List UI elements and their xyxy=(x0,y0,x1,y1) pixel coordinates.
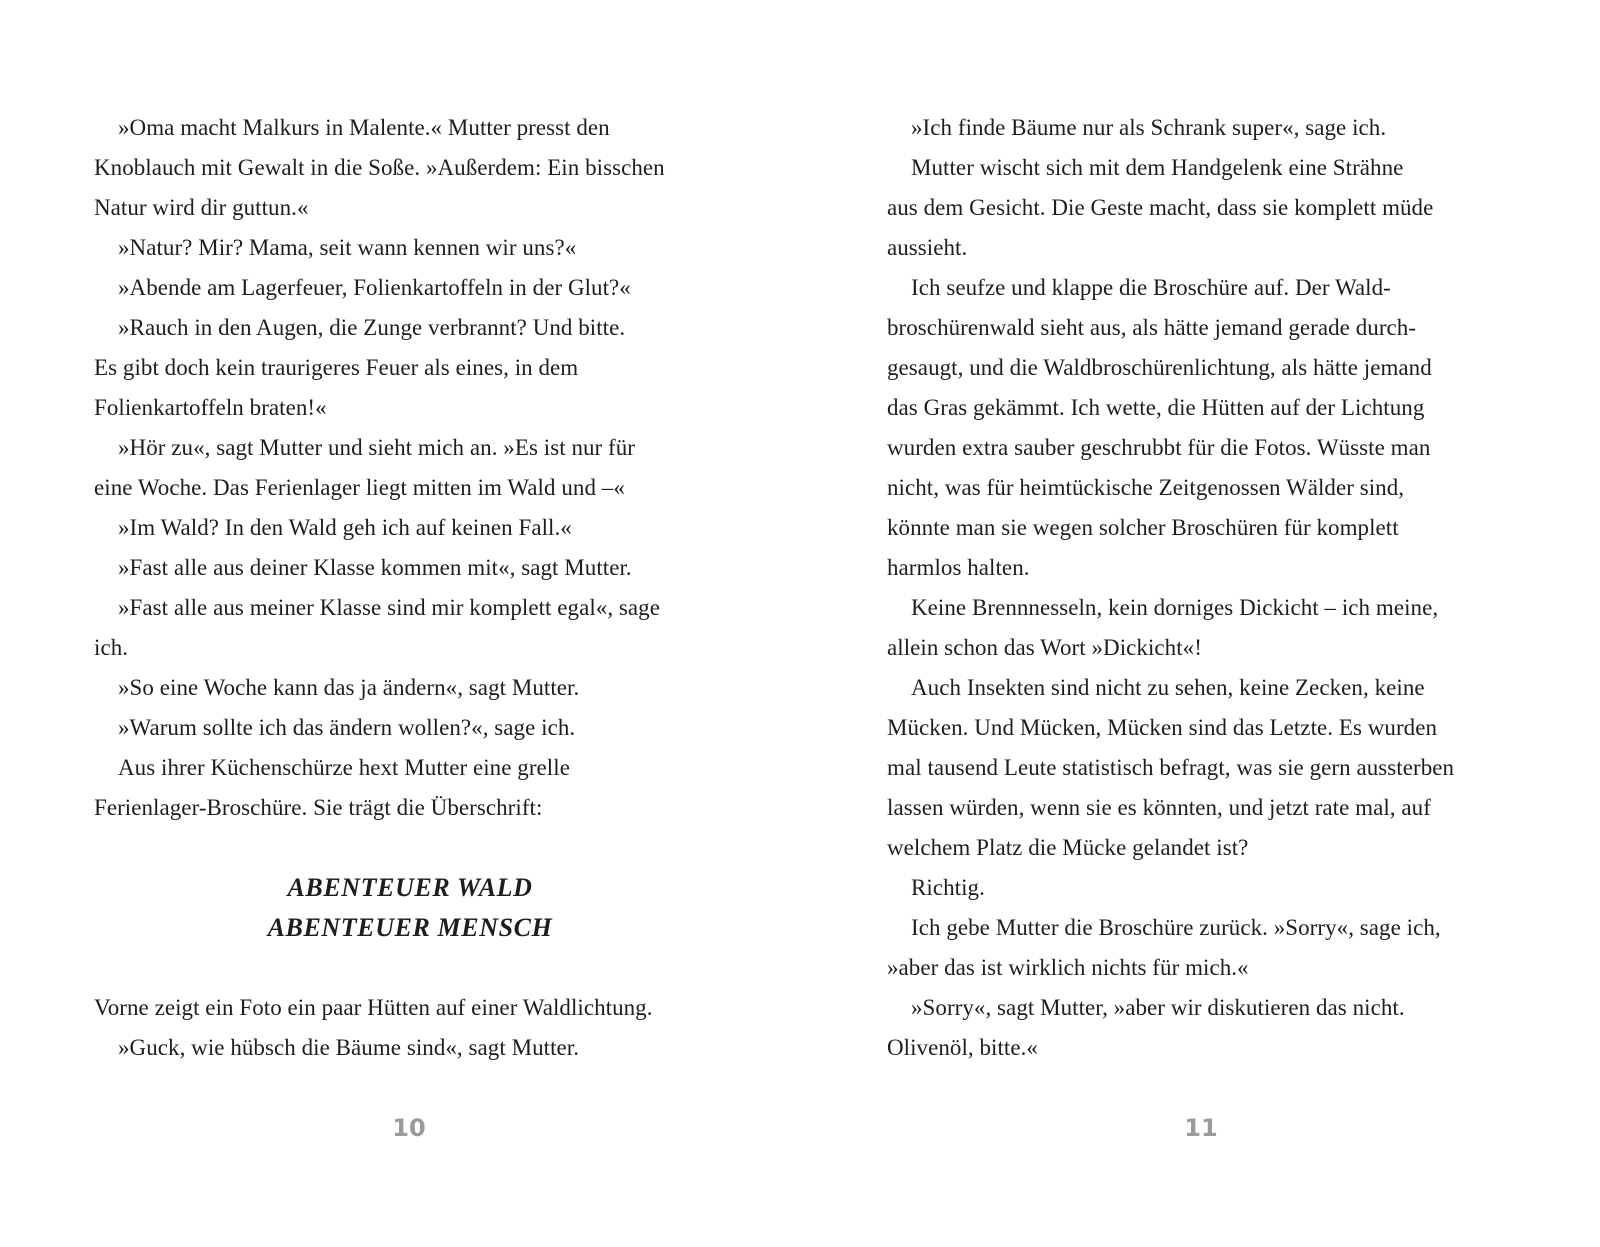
right-page-text xyxy=(887,108,1527,1068)
heading-line: ABENTEUER MENSCH xyxy=(267,913,553,942)
text-line: Keine Brennnesseln, kein dorniges Dickicht – ich meine, xyxy=(911,595,1439,620)
text-line: gesaugt, und die Waldbroschürenlichtung, als hätte jemand xyxy=(887,355,1432,380)
text-line: Es gibt doch kein traurigeres Feuer als eines, in dem xyxy=(94,355,579,380)
text-line: wurden extra sauber geschrubbt für die Fotos. Wüsste man xyxy=(887,435,1431,460)
right-page xyxy=(887,108,1527,1068)
text-line: Auch Insekten sind nicht zu sehen, keine Zecken, keine xyxy=(911,675,1425,700)
text-line: »Fast alle aus meiner Klasse sind mir komplett egal«, sage xyxy=(118,595,660,620)
text-line: »Fast alle aus deiner Klasse kommen mit«, sagt Mutter. xyxy=(118,555,632,580)
text-line: Aus ihrer Küchenschürze hext Mutter eine grelle xyxy=(118,755,570,780)
text-line: könnte man sie wegen solcher Broschüren für komplett xyxy=(887,515,1399,540)
text-line: »Warum sollte ich das ändern wollen?«, sage ich. xyxy=(118,715,576,740)
text-line: eine Woche. Das Ferienlager liegt mitten im Wald und –« xyxy=(94,475,625,500)
text-line: Richtig. xyxy=(911,875,985,900)
text-line: »Guck, wie hübsch die Bäume sind«, sagt Mutter. xyxy=(118,1035,580,1060)
page-number-right: 11 xyxy=(1184,1114,1218,1142)
text-line: »Hör zu«, sagt Mutter und sieht mich an. »Es ist nur für xyxy=(118,435,636,460)
text-line: »Rauch in den Augen, die Zunge verbrannt? Und bitte. xyxy=(118,315,626,340)
text-line: Natur wird dir guttun.« xyxy=(94,195,309,220)
text-line: lassen würden, wenn sie es könnten, und jetzt rate mal, auf xyxy=(887,795,1431,820)
text-line: »So eine Woche kann das ja ändern«, sagt Mutter. xyxy=(118,675,580,700)
text-line: »Oma macht Malkurs in Malente.« Mutter presst den xyxy=(118,115,610,140)
text-line: aussieht. xyxy=(887,235,968,260)
text-line: »Im Wald? In den Wald geh ich auf keinen Fall.« xyxy=(118,515,572,540)
text-line: das Gras gekämmt. Ich wette, die Hütten auf der Lichtung xyxy=(887,395,1425,420)
text-line: »aber das ist wirklich nichts für mich.« xyxy=(887,955,1249,980)
text-line: Knoblauch mit Gewalt in die Soße. »Außerdem: Ein bisschen xyxy=(94,155,665,180)
text-line: »Natur? Mir? Mama, seit wann kennen wir uns?« xyxy=(118,235,577,260)
text-line: »Ich finde Bäume nur als Schrank super«, sage ich. xyxy=(911,115,1387,140)
left-page xyxy=(94,108,734,1068)
text-line: Mücken. Und Mücken, Mücken sind das Letzte. Es wurden xyxy=(887,715,1438,740)
text-line: Vorne zeigt ein Foto ein paar Hütten auf einer Waldlichtung. xyxy=(94,995,653,1020)
text-line: »Abende am Lagerfeuer, Folienkartoffeln in der Glut?« xyxy=(118,275,631,300)
text-line: mal tausend Leute statistisch befragt, was sie gern aussterben xyxy=(887,755,1455,780)
brochure-heading xyxy=(94,868,734,948)
left-page-text xyxy=(94,108,734,828)
text-line: Ich seufze und klappe die Broschüre auf. Der Wald- xyxy=(911,275,1391,300)
page-number-left: 10 xyxy=(392,1114,426,1142)
text-line: »Sorry«, sagt Mutter, »aber wir diskutieren das nicht. xyxy=(911,995,1405,1020)
heading-line: ABENTEUER WALD xyxy=(287,873,533,902)
text-line: Ich gebe Mutter die Broschüre zurück. »Sorry«, sage ich, xyxy=(911,915,1441,940)
text-line: ich. xyxy=(94,635,129,660)
text-line: harmlos halten. xyxy=(887,555,1030,580)
text-line: allein schon das Wort »Dickicht«! xyxy=(887,635,1202,660)
spacer xyxy=(94,828,734,868)
text-line: nicht, was für heimtückische Zeitgenossen Wälder sind, xyxy=(887,475,1405,500)
text-line: Olivenöl, bitte.« xyxy=(887,1035,1038,1060)
text-line: broschürenwald sieht aus, als hätte jemand gerade durch- xyxy=(887,315,1417,340)
left-page-text-after-heading xyxy=(94,988,734,1068)
text-line: Mutter wischt sich mit dem Handgelenk eine Strähne xyxy=(911,155,1404,180)
text-line: Folienkartoffeln braten!« xyxy=(94,395,327,420)
text-line: aus dem Gesicht. Die Geste macht, dass sie komplett müde xyxy=(887,195,1434,220)
text-line: Ferienlager-Broschüre. Sie trägt die Überschrift: xyxy=(94,795,543,820)
spacer xyxy=(94,948,734,988)
text-line: welchem Platz die Mücke gelandet ist? xyxy=(887,835,1249,860)
